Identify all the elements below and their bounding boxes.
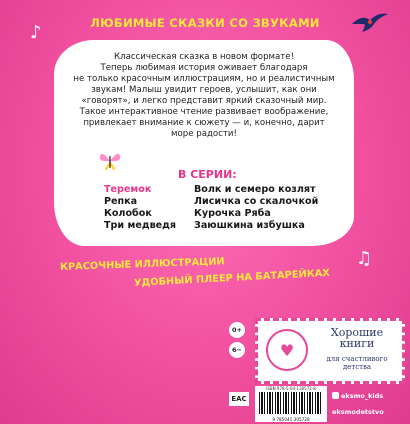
series-item: Три медведя (104, 220, 177, 231)
legal-fine-print (4, 300, 222, 420)
series-list-left (104, 184, 176, 232)
swallow-bird-icon (350, 10, 390, 34)
isbn-text: ISBN 978-5-04-130572-8 (266, 386, 316, 391)
heart-logo-icon: ♥ (266, 329, 308, 371)
description-line: Такое интерактивное чтение развивает воображение, (79, 107, 329, 117)
social-handle (332, 392, 383, 400)
series-item-current: Теремок (104, 184, 152, 195)
instagram-icon (332, 392, 339, 399)
age-rating-badge: 0+ (229, 322, 245, 338)
promo-title-line: Хорошие (330, 326, 384, 339)
book-description (70, 52, 338, 140)
series-item: Волк и семеро козлят (194, 184, 316, 195)
description-line: привлекает внимание к сюжету — и, конечно, дарит (83, 118, 325, 128)
description-line: не только красочным иллюстрациям, но и реалистичным (73, 74, 335, 84)
description-line: море радости! (171, 129, 237, 139)
series-item: Лисичка со скалочкой (194, 196, 319, 207)
music-note-icon: ♫ (356, 248, 373, 269)
description-line: «говорят», и легко представит яркий сказочный мир. (81, 96, 327, 106)
series-item: Курочка Ряба (194, 208, 271, 219)
description-line: Теперь любимая история оживает благодаря (100, 63, 308, 73)
promo-title (314, 327, 400, 349)
series-item: Репка (104, 196, 138, 207)
eac-mark: EAC (229, 392, 249, 406)
feature-player: УДОБНЫЙ ПЛЕЕР НА БАТАРЕЙКАХ (133, 267, 331, 289)
promo-title-line: книги (339, 337, 375, 350)
promo-subtitle (314, 355, 400, 371)
series-item: Заюшкина избушка (194, 220, 305, 231)
barcode (255, 386, 327, 422)
series-heading: В СЕРИИ: (178, 168, 237, 181)
publisher-promo-box (255, 318, 405, 384)
barcode-number: 9 785041 305728 (272, 417, 310, 422)
promo-subtitle-line: детства (342, 363, 372, 371)
series-list-right (194, 184, 318, 232)
series-item: Колобок (104, 208, 152, 219)
music-note-icon: ♪ (30, 22, 42, 43)
social-handle-text: eksmo_kids (341, 392, 384, 400)
social-handle-text: eksmodetstvo (332, 408, 384, 416)
age-rating-badge: 6− (229, 342, 245, 358)
social-handle (332, 408, 384, 416)
butterfly-icon (98, 150, 122, 172)
series-banner-title: ЛЮБИМЫЕ СКАЗКИ СО ЗВУКАМИ (90, 16, 320, 30)
feature-illustrations: КРАСОЧНЫЕ ИЛЛЮСТРАЦИИ (59, 256, 225, 273)
barcode-bars (259, 392, 323, 414)
description-line: Классическая сказка в новом формате! (113, 52, 295, 62)
description-line: звукам! Малыш увидит героев, услышит, как они (91, 85, 317, 95)
promo-subtitle-line: для счастливого (326, 355, 388, 363)
